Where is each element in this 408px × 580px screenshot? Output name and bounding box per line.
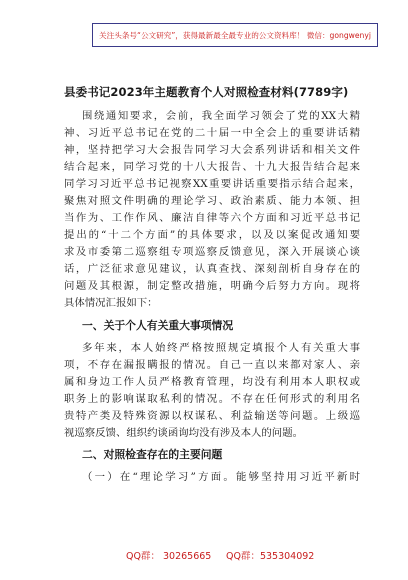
- text-line: 围绕通知要求，会前，我全面学习领会了党的XX大精: [82, 110, 360, 122]
- text-line: 同学习习近平总书记视察XX重要讲话重要指示结合起来，: [64, 178, 360, 190]
- text-line: 多年来，本人始终严格按照规定填报个人有关重大事: [82, 342, 360, 354]
- text-line: 贵特产类及特殊资源以权谋私、利益输送等问题。上级巡: [64, 410, 360, 422]
- text-line: 具体情况汇报如下：: [64, 297, 158, 309]
- page-footer: [0, 548, 408, 564]
- text-line: 神，坚持把学习大会报告同学习大会系列讲话和相关文件: [64, 144, 360, 156]
- text-line: 当作为、工作作风、廉洁自律等六个方面和习近平总书记: [64, 212, 360, 224]
- text-line: 职务上的影响谋取私利的情况。不存在任何形式的利用名: [64, 393, 360, 405]
- wechat-promo-banner: [92, 23, 378, 47]
- text-line: 问题及其根源，制定整改措施，明确今后努力方向。现将: [64, 280, 360, 292]
- text-line: 提出的“十二个方面”的具体要求，以及以案促改通知要: [64, 229, 360, 241]
- text-line: 话，广泛征求意见建议，认真查找、深刻剖析自身存在的: [64, 263, 360, 275]
- text-line: 项，不存在漏报瞒报的情况。自己一直以来都对家人、亲: [64, 359, 360, 371]
- qq-group-2: QQ群：535304092: [226, 551, 315, 562]
- text-line: 属和身边工作人员严格教育管理，均没有利用本人职权或: [64, 376, 360, 388]
- section-heading-2: 二、对照检查存在的主要问题: [82, 448, 223, 461]
- section-heading-1: 一、关于个人有关重大事项情况: [82, 319, 234, 332]
- text-line: 视巡察反馈、组织约谈函询均没有涉及本人的问题。: [64, 427, 303, 439]
- text-line: 结合起来，同学习党的十八大报告、十九大报告结合起来: [64, 161, 360, 173]
- text-line: 神、习近平总书记在党的二十届一中全会上的重要讲话精: [64, 127, 360, 139]
- text-line: 聚焦对照文件明确的理论学习、政治素质、能力本领、担: [64, 195, 360, 207]
- qq-group-1: QQ群： 30265665: [126, 551, 212, 562]
- text-line: 求及市委第二巡察组专项巡察反馈意见，深入开展谈心谈: [64, 246, 360, 258]
- banner-text: 关注头条号“公文研究”，获得最新最全最专业的公文资料库！ 微信：gongwenyj: [99, 30, 371, 40]
- text-line: （一）在“理论学习”方面。能够坚持用习近平新时: [82, 471, 360, 483]
- document-title: 县委书记2023年主题教育个人对照检查材料(7789字): [64, 85, 349, 99]
